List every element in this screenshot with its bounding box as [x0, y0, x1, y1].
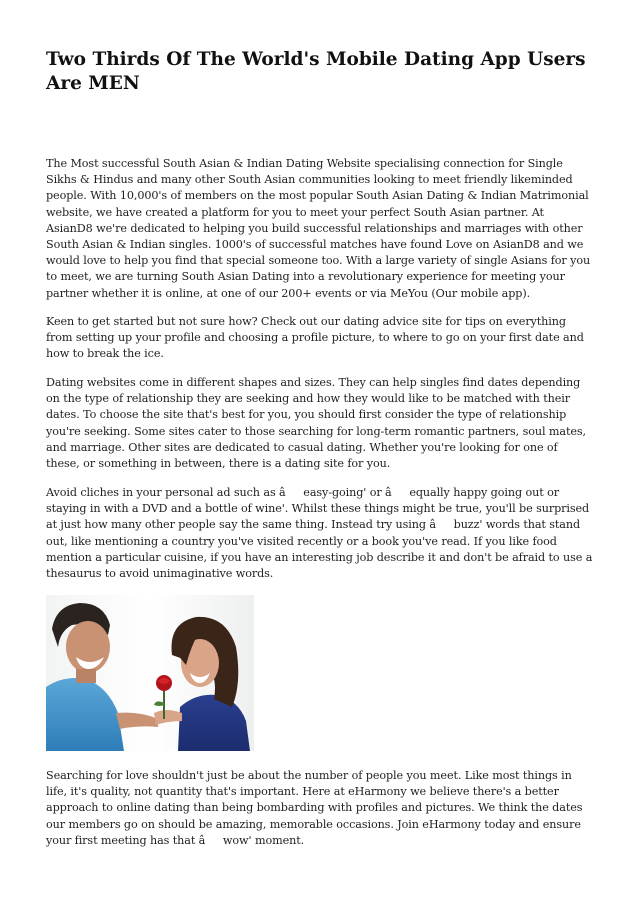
paragraph-getting-started: Keen to get started but not sure how? Check out our dating advice site for tips on everything from setting up your profile and choosing a profile picture, to where to go on your first date and how to break the ice. — [46, 315, 584, 361]
paragraph-intro: The Most successful South Asian & Indian Dating Website specialising connection for Single Sikhs & Hindus and many other South Asian communities looking to meet friendly likeminded people. With 10,000's of members on the most popular South Asian Dating & Indian Matrimonial website, we have created a platform for you to meet your perfect South Asian partner. At AsianD8 we're dedicated to helping you build successful relationships and marriages with other South Asian & Indian singles. 1000's of successful matches have found Love on AsianD8 and we would love to help you find that special someone too. With a large variety of single Asians for you to meet, we are turning South Asian Dating into a revolutionary experience for meeting your partner whether it is online, at one of our 200+ events or via MeYou (Our mobile app). — [46, 157, 591, 300]
couple-photo — [46, 595, 254, 751]
paragraph-quality: Searching for love shouldn't just be about the number of people you meet. Like most things in life, it's quality, not quantity that's important. Here at eHarmony we believe there's a better approach to online dating than being bombarding with profiles and pictures. We think the dates our members go on should be amazing, memorable occasions. Join eHarmony today and ensure your first meeting has that âwow' moment. — [46, 769, 583, 847]
article-title: Two Thirds Of The World's Mobile Dating App Users Are MEN — [46, 49, 586, 94]
paragraph-dating-websites: Dating websites come in different shapes and sizes. They can help singles find dates depending on the type of relationship they are seeking and how they would like to be matched with their dates. To choose the site that's best for you, you should first consider the type of relationship you're seeking. Some sites cater to those searching for long-term romantic partners, soul mates, and marriage. Other sites are dedicated to casual dating. Whether you're looking for one of these, or something in between, there is a dating site for you. — [46, 376, 586, 471]
paragraph-avoid-cliches: Avoid cliches in your personal ad such as âeasy-going' or âequally happy going out or staying in with a DVD and a bottle of wine'. Whilst these things might be true, you'll be surprised at just how many other people say the same thing. Instead try using âbuzz' words that stand out, like mentioning a country you've visited recently or a book you've read. If you like food mention a particular cuisine, if you have an interesting job describe it and don't be afraid to use a thesaurus to avoid unimaginative words. — [46, 486, 593, 581]
